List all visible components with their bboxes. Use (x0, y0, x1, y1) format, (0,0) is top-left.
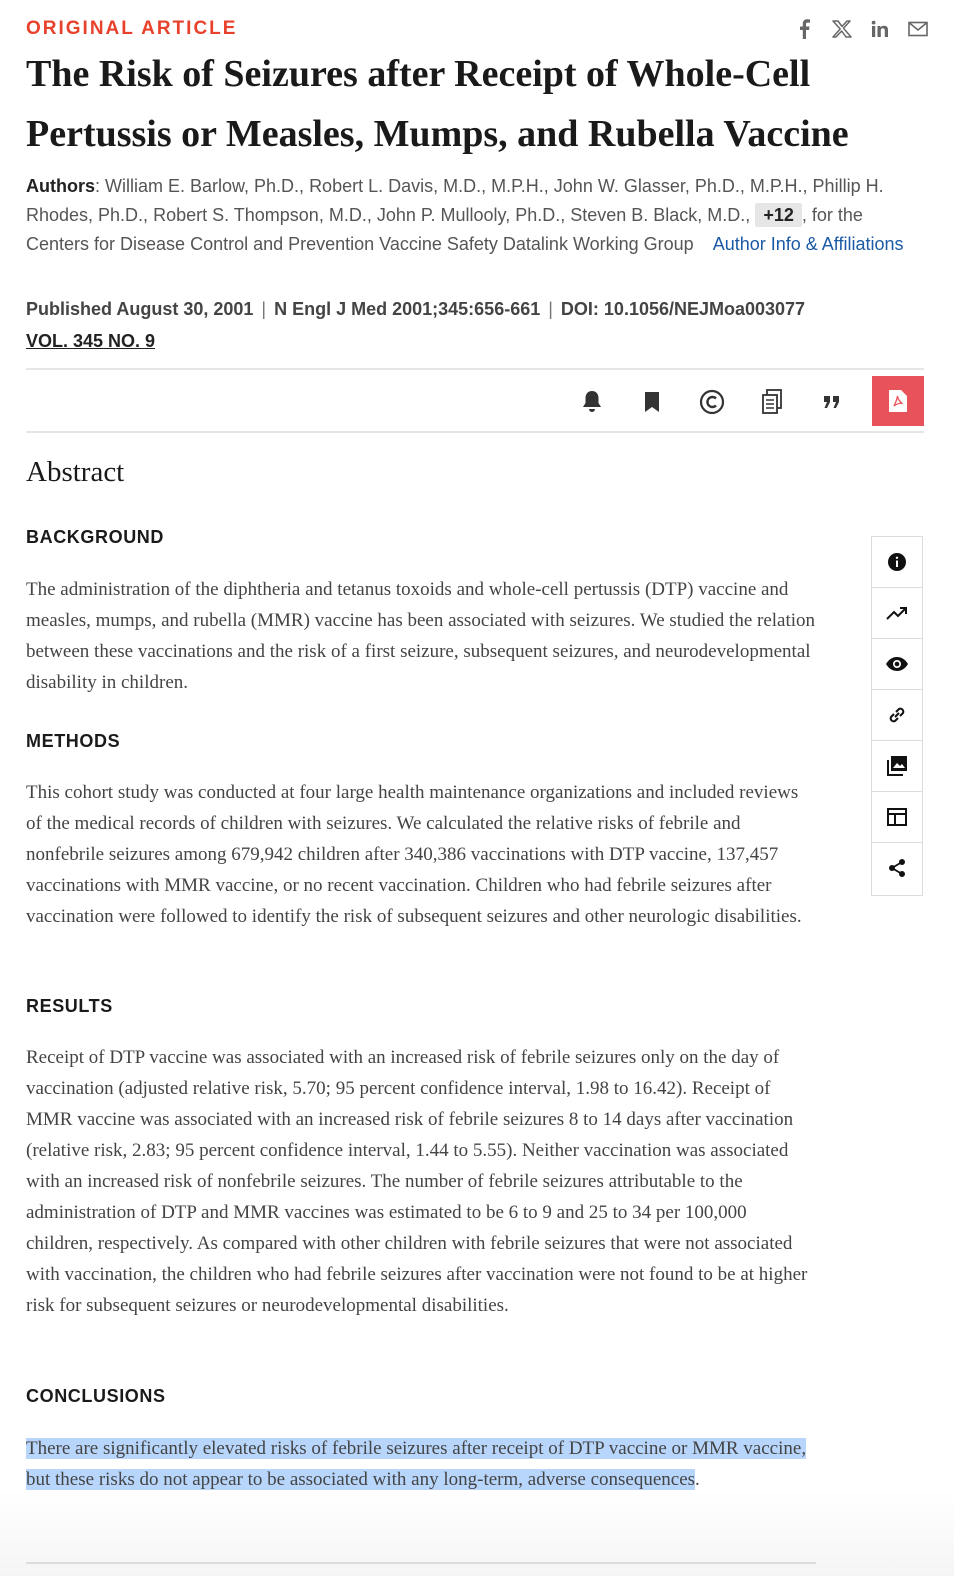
author-names: William E. Barlow, Ph.D., Robert L. Davis, M.D., M.P.H., John W. Glasser, Ph.D., M.P.H., Phillip H. Rhodes, Ph.D., Robert S. Thompson, M.D., John P. Mullooly, Ph.D., Steven B. Black, M.D., (26, 176, 884, 225)
link-icon[interactable] (872, 690, 922, 741)
linkedin-icon[interactable] (870, 18, 890, 40)
published-date: Published August 30, 2001 (26, 299, 254, 319)
divider (26, 1562, 816, 1564)
authors-label: Authors (26, 176, 95, 196)
pdf-icon (888, 389, 908, 413)
divider (26, 431, 924, 433)
authors-colon: : (95, 176, 106, 196)
separator: | (261, 299, 267, 319)
share-icon[interactable] (872, 843, 922, 893)
publication-info (26, 299, 805, 320)
bell-icon[interactable] (562, 378, 622, 426)
doi: DOI: 10.1056/NEJMoa003077 (560, 299, 806, 319)
info-icon[interactable] (872, 537, 922, 588)
results-text: Receipt of DTP vaccine was associated with an increased risk of febrile seizures only on the day of vaccination (adjusted relative risk, 5.70; 95 percent confidence interval, 1.98 to 16.42). Receipt of MMR vaccine was associated with an increased risk of febrile seizures 8 to 14 days after vaccination (relative risk, 2.83; 95 percent confidence interval, 1.44 to 5.55). Neither vaccination was associated with an increased risk of nonfebrile seizures. The number of febrile seizures attributable to the administration of DTP and MMR vaccines was estimated to be 6 to 9 and 25 to 34 per 100,000 children, respectively. As compared with other children with febrile seizures that were not associated with vaccination, the children who had febrile seizures after vaccination were not found to be at higher risk for subsequent seizures or neurodevelopmental disabilities. (26, 1047, 808, 1316)
email-icon[interactable] (908, 18, 928, 40)
quote-icon[interactable] (802, 378, 862, 426)
side-rail (871, 536, 923, 896)
journal-citation: N Engl J Med 2001;345:656-661 (274, 299, 541, 319)
conclusions-heading: CONCLUSIONS (26, 1386, 166, 1406)
divider (26, 368, 924, 370)
selected-text: There are significantly elevated risks of febrile seizures after receipt of DTP vaccine or MMR vaccine, but these risks do not appear to be associated with any long-term, adverse consequences (26, 1438, 807, 1490)
results-heading: RESULTS (26, 996, 113, 1016)
article-toolbar (562, 378, 862, 426)
methods-heading: METHODS (26, 731, 121, 751)
separator: | (548, 299, 553, 319)
author-affiliations-link[interactable]: Author Info & Affiliations (712, 234, 904, 254)
social-share-bar (794, 18, 928, 40)
conclusions-text (26, 1433, 816, 1495)
conclusions-period: . (695, 1469, 700, 1490)
article-title: The Risk of Seizures after Receipt of Whole-Cell Pertussis or Measles, Mumps, and Rubella Vaccine (26, 53, 849, 155)
copyright-icon[interactable] (682, 378, 742, 426)
x-icon[interactable] (832, 18, 852, 40)
bookmark-icon[interactable] (622, 378, 682, 426)
eye-icon[interactable] (872, 639, 922, 690)
copy-icon[interactable] (742, 378, 802, 426)
background-heading: BACKGROUND (26, 527, 164, 547)
volume-issue-link[interactable]: VOL. 345 NO. 9 (26, 331, 156, 351)
image-icon[interactable] (872, 741, 922, 792)
trending-icon[interactable] (872, 588, 922, 639)
author-list (26, 172, 916, 259)
table-icon[interactable] (872, 792, 922, 843)
article-type-label: ORIGINAL ARTICLE (26, 18, 238, 39)
facebook-icon[interactable] (794, 18, 814, 40)
pdf-download-button[interactable] (872, 376, 924, 426)
abstract-heading: Abstract (26, 456, 125, 488)
more-authors-button[interactable]: +12 (755, 203, 802, 227)
background-text: The administration of the diphtheria and tetanus toxoids and whole-cell pertussis (DTP) vaccine and measles, mumps, and rubella (MMR) vaccine has been associated with seizures. We studied the relation between these vaccinations and the risk of a first seizure, subsequent seizures, and neurodevelopmental disability in children. (26, 579, 816, 693)
methods-text: This cohort study was conducted at four large health maintenance organizations and included reviews of the medical records of children with seizures. We calculated the relative risks of febrile and nonfebrile seizures among 679,942 children after 340,386 vaccinations with DTP vaccine, 137,457 vaccinations with MMR vaccine, or no recent vaccination. Children who had febrile seizures after vaccination were followed to identify the risk of subsequent seizures and other neurologic disabilities. (26, 782, 802, 927)
working-group-text: , for the Centers for Disease Control and Prevention Vaccine Safety Datalink Working Group (26, 205, 863, 254)
